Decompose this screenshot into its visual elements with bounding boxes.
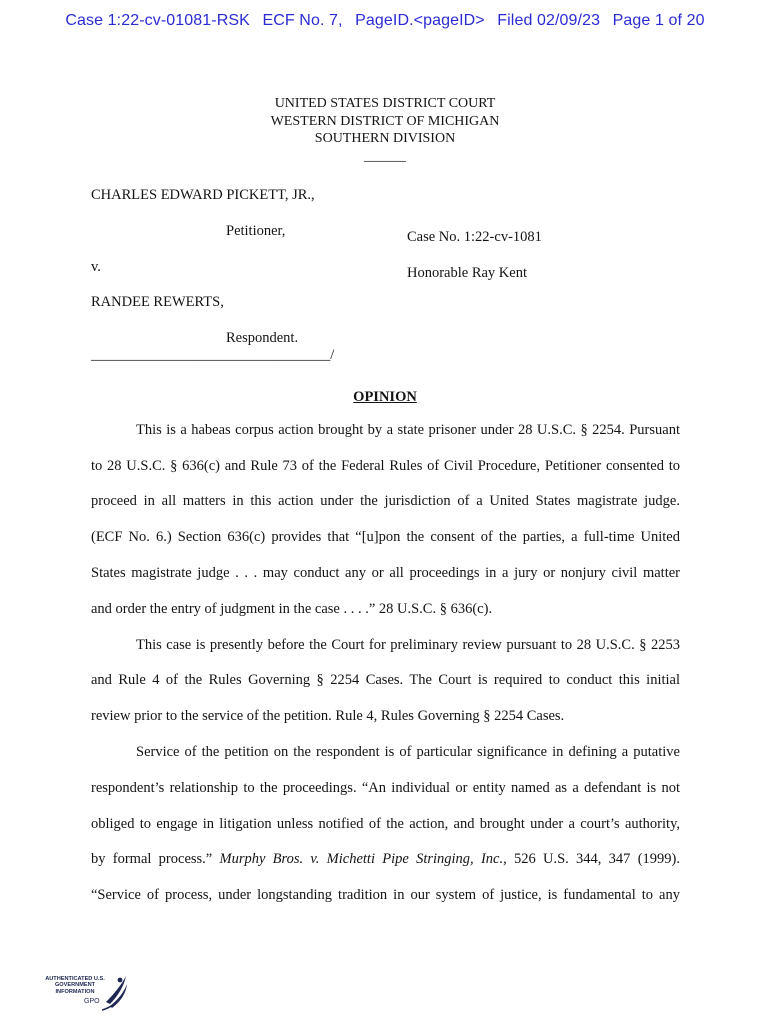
case-number: Case No. 1:22-cv-1081: [407, 229, 542, 245]
body-line: to 28 U.S.C. § 636(c) and Rule 73 of the Federal Rules of Civil Procedure, Petitioner consented to: [91, 458, 680, 474]
heading-rule: ______: [364, 148, 406, 164]
header-page-count: Page 1 of 20: [612, 12, 705, 29]
district-name: WESTERN DISTRICT OF MICHIGAN: [270, 113, 500, 129]
respondent-role: Respondent.: [226, 330, 299, 346]
caption-closing-rule: _________________________________/: [91, 347, 335, 363]
judge-name: Honorable Ray Kent: [407, 265, 527, 281]
body-line: proceed in all matters in this action under the jurisdiction of a United States magistrate judge.: [91, 493, 680, 509]
body-line-citation: [91, 851, 680, 868]
header-case-number: Case 1:22-cv-01081-RSK: [65, 12, 250, 29]
body-line: respondent’s relationship to the proceedings. “An individual or entity named as a defendant is not: [91, 780, 680, 796]
court-heading: [0, 95, 770, 165]
body-line: States magistrate judge . . . may conduct any or all proceedings in a jury or nonjury civil matter: [91, 565, 680, 581]
body-line: Service of the petition on the respondent is of particular significance in defining a putative: [136, 744, 680, 760]
body-line: (ECF No. 6.) Section 636(c) provides that “[u]pon the consent of the parties, a full-time United: [91, 529, 680, 545]
header-pageid: PageID.<pageID>: [355, 12, 485, 29]
gpo-authentication-seal: [44, 972, 134, 1016]
eagle-emblem-icon: [44, 972, 134, 1016]
citation-reporter: , 526 U.S. 344, 347 (1999).: [503, 851, 680, 867]
document-title: OPINION: [353, 389, 417, 405]
body-line: This is a habeas corpus action brought by a state prisoner under 28 U.S.C. § 2254. Pursuant: [136, 422, 680, 438]
case-citation: Murphy Bros. v. Michetti Pipe Stringing, Inc.: [219, 851, 504, 867]
body-line: This case is presently before the Court for preliminary review pursuant to 28 U.S.C. § 2253: [136, 637, 680, 653]
body-line: and order the entry of judgment in the case . . . .” 28 U.S.C. § 636(c).: [91, 601, 493, 617]
header-filed-date: Filed 02/09/23: [497, 12, 601, 29]
division-name: SOUTHERN DIVISION: [314, 131, 456, 146]
respondent-name: RANDEE REWERTS,: [91, 294, 224, 310]
seal-gpo: GPO: [84, 998, 100, 1005]
body-line: “Service of process, under longstanding tradition in our system of justice, is fundamental to any: [91, 887, 680, 903]
header-ecf-number: ECF No. 7,: [262, 12, 343, 29]
petitioner-role: Petitioner,: [226, 223, 286, 239]
citation-lead: by formal process.”: [91, 851, 213, 867]
ecf-header: [0, 12, 770, 30]
body-line: review prior to the service of the petition. Rule 4, Rules Governing § 2254 Cases.: [91, 708, 565, 724]
body-line: obliged to engage in litigation unless notified of the action, and brought under a court’s authority,: [91, 816, 680, 832]
petitioner-name: CHARLES EDWARD PICKETT, JR.,: [91, 187, 315, 203]
versus: v.: [91, 259, 101, 275]
body-line: and Rule 4 of the Rules Governing § 2254 Cases. The Court is required to conduct this initial: [91, 672, 680, 688]
court-name: UNITED STATES DISTRICT COURT: [274, 96, 496, 111]
seal-text: AUTHENTICATED U.S. GOVERNMENT INFORMATION: [45, 976, 105, 995]
